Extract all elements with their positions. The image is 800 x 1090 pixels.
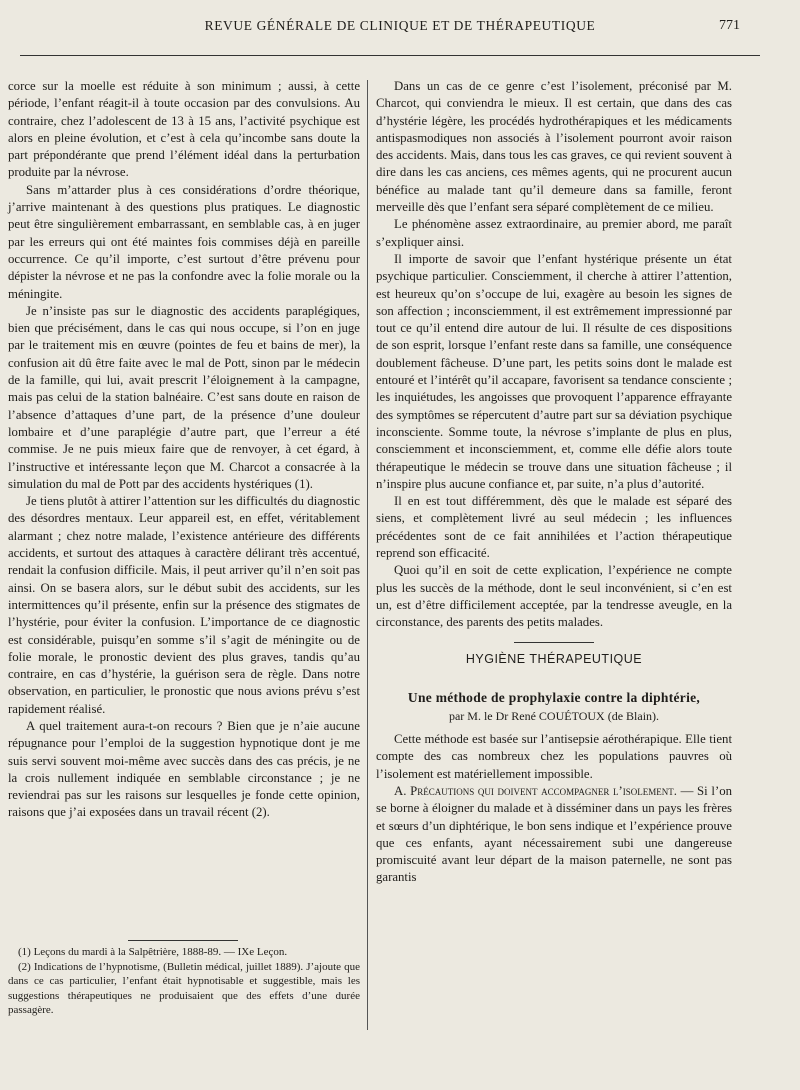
article-title: Une méthode de prophylaxie contre la diphtérie,	[407, 689, 701, 705]
right-column	[376, 78, 732, 887]
paragraph: Il en est tout différemment, dès que le malade est séparé des siens, et complètement livré au seul médecin ; les influences précédentes sont de ce fait annihilées et l’action thérapeutique reprend son efficacité.	[376, 494, 732, 561]
column-divider	[367, 80, 368, 1030]
section-title: HYGIÈNE THÉRAPEUTIQUE	[465, 651, 643, 666]
paragraph: A quel traitement aura-t-on recours ? Bien que je n’aie aucune répugnance pour l’emploi de la suggestion hypnotique dont je me suis servi souvent moi-même avec succès dans des cas précis, je ne la crois nullement indiquée en semblable circonstance ; je ne reviendrai pas sur les raisons sur lesquelles je fonde cette opinion, raisons que j’ai exposées dans un travail récent (2).	[8, 718, 360, 820]
page-number: 771	[719, 18, 740, 33]
header-rule	[20, 55, 760, 56]
footnote: (2) Indications de l’hypnotisme, (Bulletin médical, juillet 1889). J’ajoute que dans ce cas particulier, l’enfant était hypnotisable et suggestible, mais les suggestions thérapeutiques ne produisaient que des effets d’une durée passagère.	[8, 960, 360, 1016]
paragraph: corce sur la moelle est réduite à son minimum ; aussi, à cette période, l’enfant réagit-il à toute occasion par des convulsions. Au contraire, chez l’adolescent de 13 à 15 ans, l’activité psychique est alors en pleine évolution, et c’est à cela qu’incombe sans doute la part prépondérante que prend l’élément idéal dans la perturbation produite par la névrose.	[8, 79, 360, 180]
left-column	[8, 78, 360, 822]
footnotes	[8, 940, 360, 1018]
paragraph: Je tiens plutôt à attirer l’attention sur les difficultés du diagnostic des désordres mentaux. Leur appareil est, en effet, véritablement alarmant ; chez notre malade, l’existence antérieure des différents accidents, et surtout des attaques à caractère délirant très accentué, rendait la confusion difficile. Mais, il peut arriver qu’il n’en soit pas ainsi. On se basera alors, sur le début subit des accidents, sur les intermittences qu’il présente, enfin sur la présence des stigmates de l’hystérie, pour éviter la confusion. L’importance de ce diagnostic est considérable, puisqu’en somme s’il s’agit de méningite ou de folie morale, le pronostic devient des plus graves, tandis qu’au contraire, en cas d’hystérie, la guérison sera de règle. Dans notre observation, en particulier, le pronostic que nous avions prévu s’est rapidement réalisé.	[8, 494, 360, 716]
article-byline: par M. le Dr René COUÉTOUX (de Blain).	[448, 708, 660, 723]
paragraph: Le phénomène assez extraordinaire, au premier abord, me paraît s’expliquer ainsi.	[376, 217, 732, 249]
subsection-paragraph	[376, 783, 732, 887]
paragraph: Il importe de savoir que l’enfant hystérique présente un état psychique particulier. Consciemment, il cherche à attirer l’attention, est heureux qu’on s’occupe de lui, exagère au besoin les signes de son affection ; inconsciemment, il est extrêmement impressionné par tout ce qu’il entend dire autour de lui. Il résulte de ces dispositions de son esprit, lorsque l’enfant reste dans sa famille, une conséquence doublement fâcheuse. D’une part, les petits soins dont le malade est entouré et l’intérêt qu’il accapare, favorisent sa tendance consciente ; les inquiétudes, les angoisses que provoquent l’apparence effrayante des symptômes se répercutent d’autre part sur sa déviation psychique inconsciente. Somme toute, la névrose s’implante de plus en plus, consciemment et inconsciemment, et, comme elle défie alors toute thérapeutique le médecin se trouve dans une situation fâcheuse ; il n’inspire plus aucune confiance et, par suite, n’a plus d’autorité.	[376, 251, 732, 491]
paragraph: Sans m’attarder plus à ces considérations d’ordre théorique, j’arrive maintenant à des questions plus pratiques. Le diagnostic peut être singulièrement embarrassant, en semblable cas, à en juger par les erreurs qui ont été maintes fois commises déjà en pareille occurrence. Ce qu’il importe, c’est surtout d’être prévenu pour dépister la névrose et ne pas la confondre avec la folie morale ou la méningite.	[8, 182, 360, 301]
footnote: (1) Leçons du mardi à la Salpêtrière, 1888-89. — IXe Leçon.	[18, 946, 288, 958]
footnote-rule	[128, 940, 238, 941]
section-rule	[514, 642, 594, 643]
journal-title: REVUE GÉNÉRALE DE CLINIQUE ET DE THÉRAPEUTIQUE	[204, 18, 596, 33]
paragraph: Cette méthode est basée sur l’antisepsie aérothérapique. Elle tient compte des cas nombreux chez les populations pauvres où l’isolement est matériellement impossible.	[376, 732, 732, 781]
running-header	[0, 18, 800, 44]
paragraph: Quoi qu’il en soit de cette explication, l’expérience ne compte plus les succès de la méthode, dont le seul inconvénient, si c’en est un, est d’être difficilement acceptée, par la tendresse aveugle, en la circonstance, des parents des petits malades.	[376, 563, 732, 630]
paragraph: Dans un cas de ce genre c’est l’isolement, préconisé par M. Charcot, qui conviendra le mieux. Il est certain, que dans des cas d’hystérie légère, les procédés hydrothérapiques et les médicaments antispasmodiques non associés à l’isolement pourront avoir raison des accidents. Mais, dans tous les cas graves, ce qui revient souvent à dire dans les cas anciens, ces mêmes agents, qui ne procurent aucun bénéfice au malade tant qu’il demeure dans sa famille, feront merveille dès que l’enfant sera séparé complètement de ce milieu.	[376, 79, 732, 215]
subsection-text: — Si l’on se borne à éloigner du malade et à disséminer dans un pays les frères et sœurs d’un diphtérique, le bon sens indique et l’expérience prouve que ces enfants, ayant nécessairement subi une dangereuse promiscuité avant leur départ de la maison paternelle, ne sont pas garantis	[376, 783, 732, 885]
subsection-heading: A. Précautions qui doivent accompagner l’isolement.	[394, 783, 677, 798]
paragraph: Je n’insiste pas sur le diagnostic des accidents paraplégiques, bien que précisément, dans le cas qui nous occupe, si l’on en juge par le traitement mis en œuvre (pointes de feu et bains de mer), la confusion ait dû être faite avec le mal de Pott, sinon par le médecin de la famille, qui lui, avait prescrit l’éloignement à la campagne, mais pas celui de la station balnéaire. C’est sans doute en raison de l’absence d’attaques d’une part, de la présence d’une douleur lombaire et d’une paraplégie d’autre part, que l’erreur a été commise. Je ne puis mieux faire que de renvoyer, à cet égard, à l’instructive et intéressante leçon que M. Charcot a consacrée à la simulation du mal de Pott par des accidents hystériques (1).	[8, 303, 360, 491]
